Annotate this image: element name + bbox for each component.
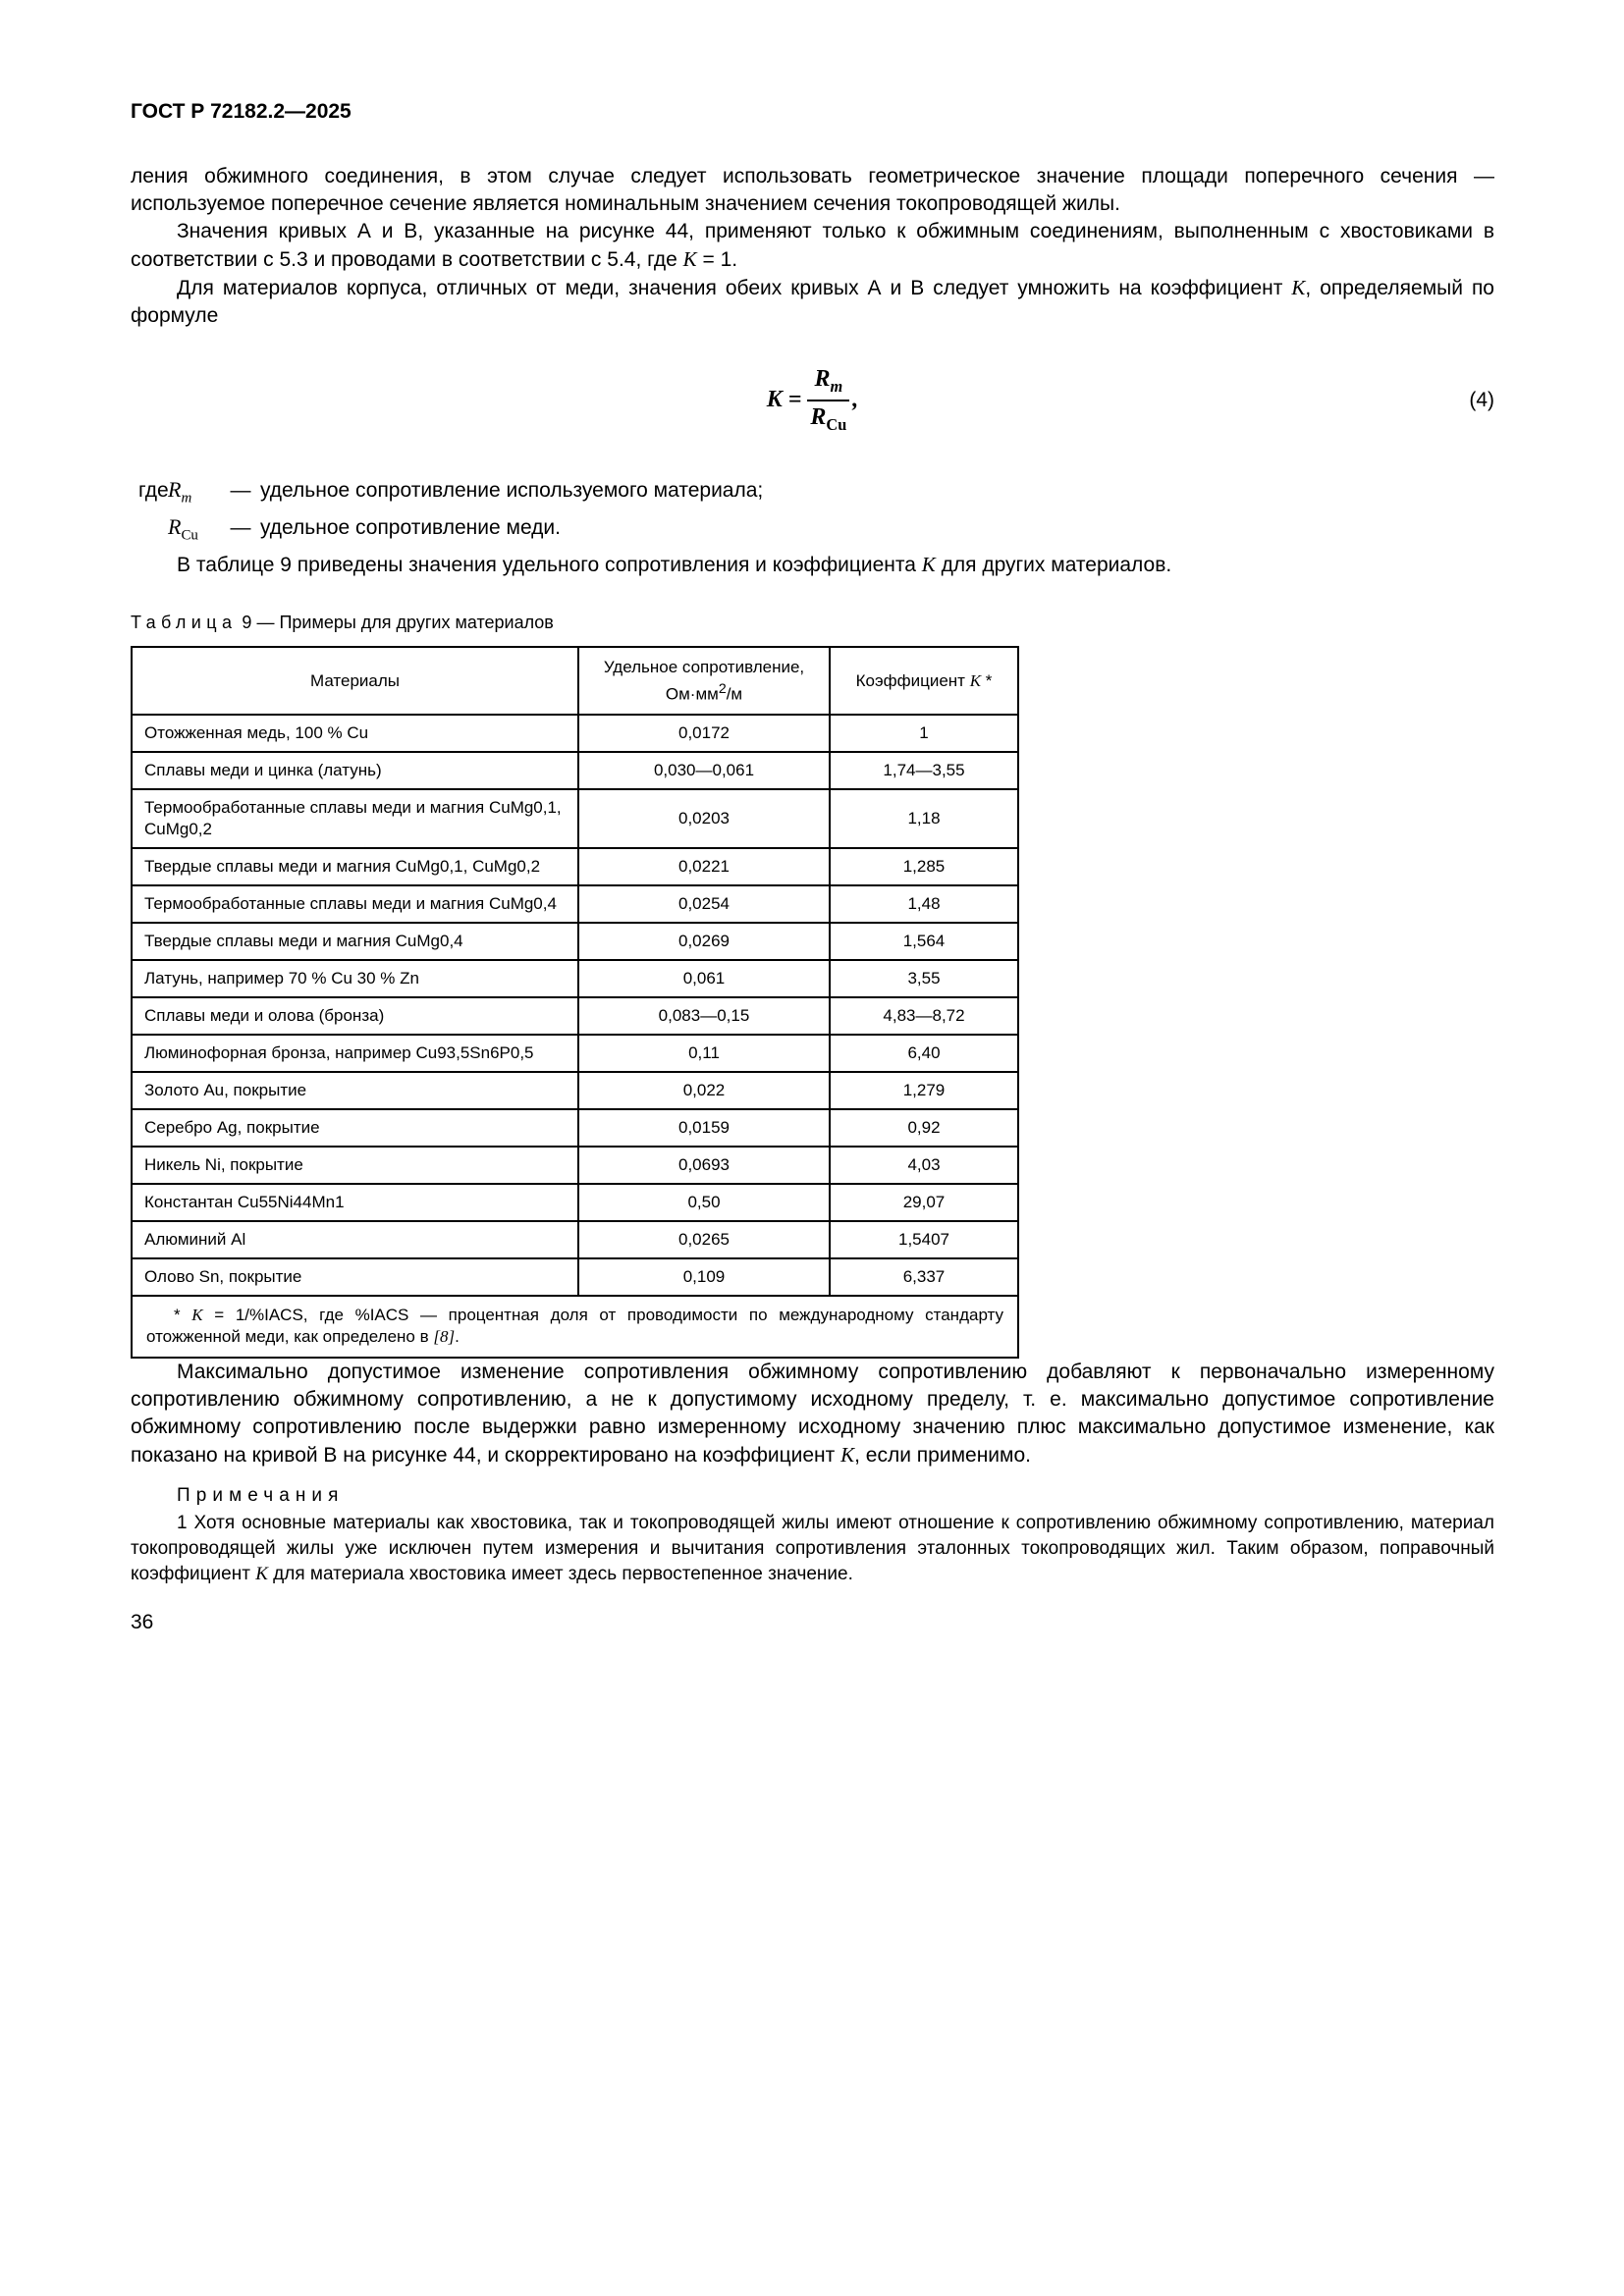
coefficient-cell: 1 [830, 715, 1018, 752]
table-row [132, 960, 1018, 997]
resistivity-cell: 0,030—0,061 [578, 752, 830, 789]
material-cell: Твердые сплавы меди и магния CuMg0,4 [132, 923, 578, 960]
material-cell: Серебро Ag, покрытие [132, 1109, 578, 1147]
material-cell: Сплавы меди и цинка (латунь) [132, 752, 578, 789]
paragraph-materials [131, 274, 1494, 330]
unit-text: /м [726, 684, 743, 704]
doc-number: ГОСТ Р 72182.2—2025 [131, 100, 352, 123]
coefficient-cell: 1,18 [830, 789, 1018, 848]
variable-k: K [1291, 276, 1306, 299]
variable-r: R [810, 404, 827, 430]
notes-heading-text: Примечания [177, 1485, 345, 1507]
paragraph-text: Значения кривых А и В, указанные на рисунке 44, применяют только к обжимным соединениям, выполненным с хвостовиками в соответствии с 5.3 и проводами в соответствии с 5.4, где [131, 220, 1494, 271]
subscript-cu: Cu [826, 414, 847, 434]
resistivity-cell: 0,50 [578, 1184, 830, 1221]
material-cell: Сплавы меди и олова (бронза) [132, 997, 578, 1035]
coefficient-cell: 4,03 [830, 1147, 1018, 1184]
table-caption-word: Таблица [131, 612, 238, 632]
formula-comma: , [852, 387, 859, 413]
variable-k: K [840, 1443, 855, 1468]
table-row [132, 923, 1018, 960]
variable-r: R [168, 477, 182, 502]
footnote-star: * [174, 1306, 192, 1325]
table-row [132, 1184, 1018, 1221]
table-header-row [132, 647, 1018, 716]
material-cell: Алюминий Al [132, 1221, 578, 1258]
table-caption [131, 609, 1494, 636]
resistivity-cell: 0,0221 [578, 848, 830, 885]
footnote-text: . [455, 1327, 460, 1347]
table-row [132, 1035, 1018, 1072]
coefficient-cell: 1,5407 [830, 1221, 1018, 1258]
note-text: для материала хвостовика имеет здесь первостепенное значение. [267, 1564, 853, 1585]
page-number: 36 [131, 1611, 154, 1634]
variable-k: K [255, 1564, 268, 1585]
table-row [132, 1072, 1018, 1109]
material-cell: Никель Ni, покрытие [132, 1147, 578, 1184]
note-text: 1 Хотя основные материалы как хвостовика, так и токопроводящей жилы имеют отношение к сопротивлению обжимному сопротивлению, материал токопроводящей жилы уже исключен путем измерения и вычитания сопротивления эталонных токопроводящих жил. Таким образом, поправочный коэффициент [131, 1513, 1494, 1585]
resistivity-cell: 0,0265 [578, 1221, 830, 1258]
where-lead: где [138, 479, 169, 502]
notes-heading [131, 1483, 1494, 1509]
fraction-numerator [807, 366, 849, 401]
formula-expression [767, 366, 858, 434]
variable-k: K [969, 670, 982, 690]
paragraph-text: В таблице 9 приведены значения удельного сопротивления и коэффициента [177, 553, 922, 576]
formula-block [131, 359, 1494, 442]
resistivity-cell: 0,083—0,15 [578, 997, 830, 1035]
unit-text: Ом·мм [665, 684, 719, 704]
header-text: Удельное сопротивление, [603, 657, 805, 676]
paragraph-text: Максимально допустимое изменение сопротивления обжимному сопротивлению добавляют к первоначально измеренному сопротивлению обжимному сопротивлению, а не к допустимому исходному пределу, т. е. максимально допустимое сопротивление обжимному сопротивлению после выдержки равно измеренному исходному значению плюс максимально допустимое изменение, как показано на кривой В на рисунке 44, и скорректировано на коэффициент [131, 1361, 1494, 1468]
coefficient-cell: 6,40 [830, 1035, 1018, 1072]
definition: удельное сопротивление используемого материала; [260, 479, 764, 502]
table-row [132, 1258, 1018, 1296]
subscript-m: m [830, 377, 843, 397]
coefficient-cell: 0,92 [830, 1109, 1018, 1147]
resistivity-cell: 0,0269 [578, 923, 830, 960]
table-footnote-row [132, 1296, 1018, 1358]
material-cell: Твердые сплавы меди и магния CuMg0,1, CuMg0,2 [132, 848, 578, 885]
table-row [132, 1221, 1018, 1258]
material-cell: Константан Cu55Ni44Mn1 [132, 1184, 578, 1221]
paragraph-text: для других материалов. [935, 553, 1172, 576]
table-row [132, 848, 1018, 885]
resistivity-cell: 0,022 [578, 1072, 830, 1109]
equals-sign: = [787, 387, 802, 413]
unit-superscript: 2 [718, 680, 727, 697]
paragraph-text: , если применимо. [854, 1444, 1031, 1468]
paragraph-table-ref [131, 551, 1494, 579]
variable-k: K [191, 1306, 203, 1325]
resistivity-cell: 0,0693 [578, 1147, 830, 1184]
formula-number: (4) [1469, 389, 1494, 411]
materials-table [131, 646, 1019, 1360]
variable-r: R [814, 366, 831, 393]
coefficient-cell: 1,564 [830, 923, 1018, 960]
coefficient-cell: 1,48 [830, 885, 1018, 923]
paragraph-text: Для материалов корпуса, отличных от меди, значения обеих кривых А и В следует умножить на коэффициент [177, 277, 1292, 299]
material-cell: Термообработанные сплавы меди и магния CuMg0,1, CuMg0,2 [132, 789, 578, 848]
material-cell: Золото Au, покрытие [132, 1072, 578, 1109]
paragraph-text: , определяемый по формуле [131, 277, 1494, 327]
resistivity-cell: 0,109 [578, 1258, 830, 1296]
coefficient-cell: 1,74—3,55 [830, 752, 1018, 789]
header-text: * [981, 670, 993, 690]
resistivity-cell: 0,0203 [578, 789, 830, 848]
material-cell: Латунь, например 70 % Cu 30 % Zn [132, 960, 578, 997]
subscript-cu: Cu [181, 527, 198, 544]
table-row [132, 1109, 1018, 1147]
formula-lhs: K [766, 387, 783, 413]
coefficient-cell: 4,83—8,72 [830, 997, 1018, 1035]
term-rcu [168, 512, 221, 550]
material-cell: Люминофорная бронза, например Cu93,5Sn6P0,5 [132, 1035, 578, 1072]
coefficient-cell: 1,279 [830, 1072, 1018, 1109]
table-caption-number: 9 [242, 612, 252, 632]
where-row [131, 512, 1494, 550]
table-caption-title: — Примеры для других материалов [256, 612, 554, 632]
variable-k: K [921, 552, 936, 576]
table-row [132, 789, 1018, 848]
coefficient-cell: 29,07 [830, 1184, 1018, 1221]
material-cell: Термообработанные сплавы меди и магния CuMg0,4 [132, 885, 578, 923]
table-footnote [132, 1296, 1018, 1358]
material-cell: Олово Sn, покрытие [132, 1258, 578, 1296]
reference-8: [8] [433, 1327, 456, 1347]
coefficient-cell: 3,55 [830, 960, 1018, 997]
footnote-text: = 1/%IACS, где %IACS — процентная доля от проводимости по международному стандарту отожженной меди, как определено в [146, 1306, 1004, 1347]
resistivity-cell: 0,11 [578, 1035, 830, 1072]
variable-r: R [168, 514, 182, 540]
resistivity-cell: 0,0159 [578, 1109, 830, 1147]
paragraph-curves [131, 218, 1494, 274]
coefficient-cell: 1,285 [830, 848, 1018, 885]
dash: — [230, 516, 251, 540]
table-row [132, 885, 1018, 923]
table-row [132, 715, 1018, 752]
col-header-coefficient [830, 647, 1018, 716]
fraction [807, 366, 849, 434]
table-row [132, 997, 1018, 1035]
resistivity-cell: 0,0172 [578, 715, 830, 752]
definition: удельное сопротивление меди. [260, 516, 561, 540]
term-rm [168, 475, 221, 512]
where-list [131, 475, 1494, 551]
subscript-m: m [181, 490, 192, 507]
fraction-denominator [810, 401, 846, 435]
coefficient-cell: 6,337 [830, 1258, 1018, 1296]
note-1 [131, 1511, 1494, 1587]
variable-k: K [682, 247, 697, 271]
material-cell: Отожженная медь, 100 % Cu [132, 715, 578, 752]
resistivity-cell: 0,0254 [578, 885, 830, 923]
resistivity-cell: 0,061 [578, 960, 830, 997]
paragraph-max-change [131, 1359, 1494, 1469]
table-row [132, 1147, 1018, 1184]
col-header-resistivity [578, 647, 830, 716]
dash: — [230, 479, 251, 502]
header-text: Коэффициент [855, 670, 970, 690]
col-header-materials: Материалы [132, 647, 578, 716]
paragraph-continuation: ления обжимного соединения, в этом случае следует использовать геометрическое значение площади поперечного сечения — используемое поперечное сечение является номинальным значением сечения токопроводящей жилы. [131, 165, 1494, 215]
where-row [131, 475, 1494, 512]
table-row [132, 752, 1018, 789]
paragraph-text: = 1. [696, 248, 738, 271]
